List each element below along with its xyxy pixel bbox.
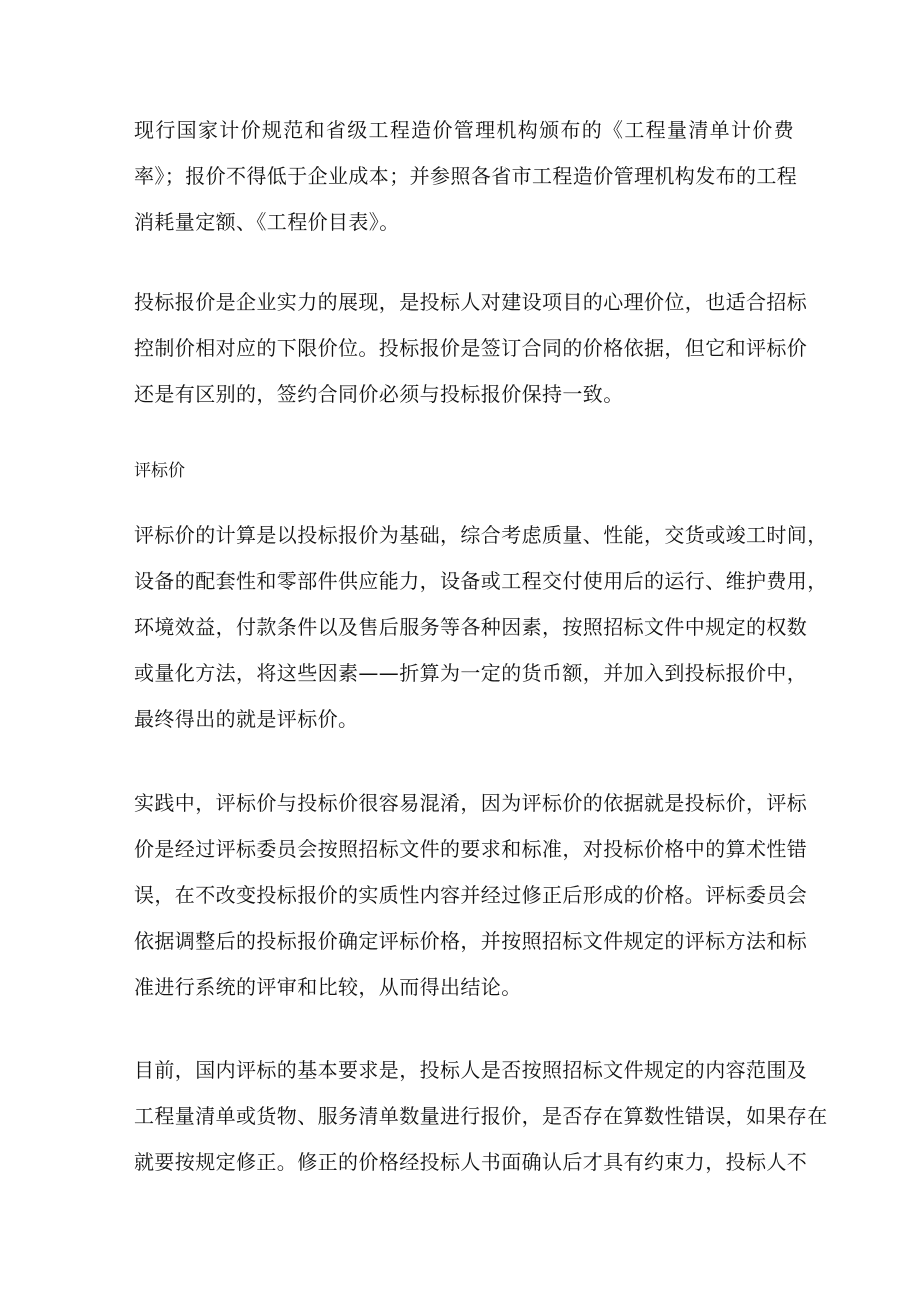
section-heading: 评标价	[134, 461, 185, 481]
text-line: 环境效益，付款条件以及售后服务等各种因素，按照招标文件中规定的权数	[134, 615, 808, 639]
text-line: 工程量清单或货物、服务清单数量进行报价，是否存在算数性错误，如果存在	[134, 1104, 828, 1128]
text-line: 目前，国内评标的基本要求是，投标人是否按照招标文件规定的内容范围及	[134, 1058, 808, 1082]
text-line: 消耗量定额、《工程价目表》。	[134, 210, 400, 234]
text-line: 控制价相对应的下限价位。投标报价是签订合同的价格依据，但它和评标价	[134, 336, 808, 360]
text-line: 设备的配套性和零部件供应能力，设备或工程交付使用后的运行、维护费用，	[134, 569, 828, 593]
text-line: 投标报价是企业实力的展现，是投标人对建设项目的心理价位，也适合招标	[134, 290, 808, 314]
text-line: 误，在不改变投标报价的实质性内容并经过修正后形成的价格。评标委员会	[134, 883, 808, 907]
paragraph-pricing-basis	[134, 107, 798, 245]
text-line: 准进行系统的评审和比较，从而得出结论。	[134, 975, 522, 999]
text-line: 最终得出的就是评标价。	[134, 707, 359, 731]
text-line: 就要按规定修正。修正的价格经投标人书面确认后才具有约束力，投标人不	[134, 1150, 808, 1174]
text-line: 实践中，评标价与投标价很容易混淆，因为评标价的依据就是投标价，评标	[134, 791, 808, 815]
paragraph-bid-price	[134, 279, 808, 417]
text-line: 现行国家计价规范和省级工程造价管理机构颁布的《工程量清单计价费	[134, 118, 794, 142]
paragraph-domestic-requirements	[134, 1047, 828, 1185]
text-line: 价是经过评标委员会按照招标文件的要求和标准，对投标价格中的算术性错	[134, 837, 808, 861]
paragraph-evaluation-price-calc	[134, 512, 828, 742]
text-line: 或量化方法，将这些因素——折算为一定的货币额，并加入到投标报价中，	[134, 661, 808, 685]
text-line: 还是有区别的，签约合同价必须与投标报价保持一致。	[134, 382, 624, 406]
text-line: 率》；报价不得低于企业成本；并参照各省市工程造价管理机构发布的工程	[134, 164, 798, 188]
text-line: 评标价的计算是以投标报价为基础，综合考虑质量、性能，交货或竣工时间，	[134, 523, 828, 547]
paragraph-practice	[134, 780, 808, 1010]
text-line: 依据调整后的投标报价确定评标价格，并按照招标文件规定的评标方法和标	[134, 929, 808, 953]
